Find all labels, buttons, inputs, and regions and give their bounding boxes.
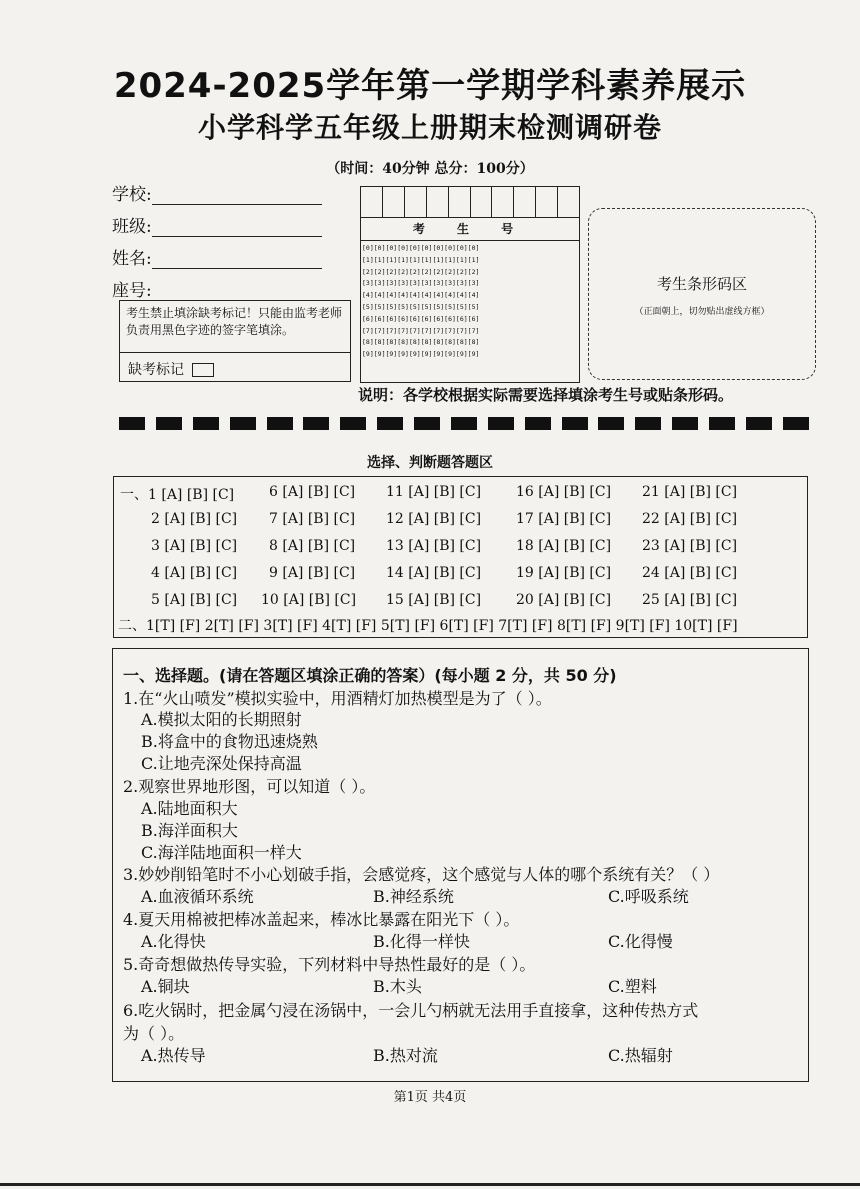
bubble-row: [4][4][4][4][4][4][4][4][4][4]	[362, 291, 480, 300]
choice-item[interactable]: 5 [A] [B] [C]	[151, 592, 238, 608]
class-label: 班级:	[112, 217, 152, 237]
question-6-option-b: B.热对流	[373, 1046, 438, 1065]
question-6-option-a: A.热传导	[141, 1046, 206, 1065]
question-1: 1.在“火山喷发”模拟实验中，用酒精灯加热模型是为了（ ）。	[123, 689, 552, 708]
time-info: （时间：40分钟 总分：100分）	[326, 161, 534, 177]
exam-number-grid	[360, 186, 580, 382]
question-6-option-c: C.热辐射	[608, 1046, 673, 1065]
choice-item[interactable]: 一、1 [A] [B] [C]	[120, 487, 235, 503]
bubble-row: [7][7][7][7][7][7][7][7][7][7]	[362, 326, 480, 335]
choice-item[interactable]: 17 [A] [B] [C]	[516, 511, 612, 527]
school-field[interactable]	[112, 180, 322, 205]
choice-item[interactable]: 2 [A] [B] [C]	[151, 511, 238, 527]
class-field[interactable]	[112, 212, 322, 237]
question-2-option-b: B.海洋面积大	[141, 821, 238, 840]
exam-number-label: 考 生 号	[360, 217, 580, 240]
question-4-option-b: B.化得一样快	[373, 932, 470, 951]
true-false-row[interactable]: 二、1[T] [F] 2[T] [F] 3[T] [F] 4[T] [F] 5[T] [F] 6[T] [F] 7[T] [F] 8[T] [F] 9[T] [F] 10[T] [F]	[118, 618, 738, 634]
question-4-option-a: A.化得快	[141, 932, 206, 951]
question-3-option-b: B.神经系统	[373, 887, 454, 906]
question-5-option-a: A.铜块	[141, 977, 190, 996]
question-5-option-b: B.木头	[373, 977, 422, 996]
answer-area-title: 选择、判断题答题区	[367, 455, 493, 471]
absent-label: 缺考标记	[128, 362, 184, 378]
choice-item[interactable]: 24 [A] [B] [C]	[642, 565, 738, 581]
question-4-option-c: C.化得慢	[608, 932, 673, 951]
choice-item[interactable]: 12 [A] [B] [C]	[386, 511, 482, 527]
question-2-option-a: A.陆地面积大	[141, 799, 238, 818]
section1-heading: 一、选择题。(请在答题区填涂正确的答案）(每小题 2 分，共 50 分)	[123, 666, 617, 685]
exam-title-line1: 2024-2025学年第一学期学科素养展示	[113, 66, 747, 106]
question-6: 6.吃火锅时，把金属勺浸在汤锅中，一会儿勺柄就无法用手直接拿，这种传热方式	[123, 1001, 699, 1020]
choice-item[interactable]: 22 [A] [B] [C]	[642, 511, 738, 527]
bubble-row: [5][5][5][5][5][5][5][5][5][5]	[362, 302, 480, 311]
question-1-option-c: C.让地壳深处保持高温	[141, 754, 302, 773]
absence-notice: 考生禁止填涂缺考标记！只能由监考老师负责用黑色字迹的签字笔填涂。	[119, 300, 351, 352]
choice-item[interactable]: 14 [A] [B] [C]	[386, 565, 482, 581]
choice-item[interactable]: 9 [A] [B] [C]	[269, 565, 356, 581]
choice-row	[114, 592, 807, 612]
choice-item[interactable]: 11 [A] [B] [C]	[386, 484, 482, 500]
question-5-option-c: C.塑料	[608, 977, 657, 996]
choice-item[interactable]: 7 [A] [B] [C]	[269, 511, 356, 527]
question-6-cont: 为（ ）。	[123, 1024, 185, 1043]
seat-field[interactable]	[112, 276, 322, 301]
exam-number-bubbles[interactable]	[360, 240, 580, 383]
answer-sheet	[113, 476, 808, 638]
choice-item[interactable]: 6 [A] [B] [C]	[269, 484, 356, 500]
question-1-option-a: A.模拟太阳的长期照射	[141, 710, 302, 729]
absent-mark-box	[119, 352, 351, 382]
question-3: 3.妙妙削铅笔时不小心划破手指，会感觉疼，这个感觉与人体的哪个系统有关？（ ）	[123, 865, 720, 884]
name-label: 姓名:	[112, 249, 152, 269]
bubble-row: [3][3][3][3][3][3][3][3][3][3]	[362, 279, 480, 288]
barcode-title: 考生条形码区	[656, 275, 747, 293]
choice-row	[114, 565, 807, 585]
choice-item[interactable]: 23 [A] [B] [C]	[642, 538, 738, 554]
choice-row	[114, 511, 807, 531]
exam-number-cells[interactable]	[360, 186, 580, 217]
choice-item[interactable]: 19 [A] [B] [C]	[516, 565, 612, 581]
bubble-row: [9][9][9][9][9][9][9][9][9][9]	[362, 350, 480, 359]
question-3-option-c: C.呼吸系统	[608, 887, 689, 906]
question-3-option-a: A.血液循环系统	[141, 887, 254, 906]
choice-item[interactable]: 10 [A] [B] [C]	[261, 592, 357, 608]
absent-checkbox[interactable]	[192, 363, 214, 377]
choice-row	[114, 538, 807, 558]
alignment-marks	[119, 417, 809, 433]
exam-title-line2: 小学科学五年级上册期末检测调研卷	[197, 111, 662, 144]
explain-note: 说明：各学校根据实际需要选择填涂考生号或贴条形码。	[358, 386, 734, 404]
question-4: 4.夏天用棉被把棒冰盖起来，棒冰比暴露在阳光下（ ）。	[123, 910, 520, 929]
choice-item[interactable]: 20 [A] [B] [C]	[516, 592, 612, 608]
scan-edge	[0, 1183, 860, 1186]
school-label: 学校:	[112, 185, 152, 205]
question-1-option-b: B.将盒中的食物迅速烧熟	[141, 732, 318, 751]
name-field[interactable]	[112, 244, 322, 269]
bubble-row: [0][0][0][0][0][0][0][0][0][0]	[362, 244, 480, 252]
barcode-subtitle: （正面朝上，切勿贴出虚线方框）	[634, 307, 770, 317]
bubble-row: [6][6][6][6][6][6][6][6][6][6]	[362, 314, 480, 323]
bubble-row: [1][1][1][1][1][1][1][1][1][1]	[362, 255, 480, 264]
barcode-area[interactable]	[588, 208, 816, 380]
choice-item[interactable]: 3 [A] [B] [C]	[151, 538, 238, 554]
seat-label: 座号:	[112, 281, 152, 301]
choice-item[interactable]: 18 [A] [B] [C]	[516, 538, 612, 554]
question-2-option-c: C.海洋陆地面积一样大	[141, 843, 302, 862]
page-footer: 第1页 共4页	[393, 1090, 467, 1105]
choice-item[interactable]: 8 [A] [B] [C]	[269, 538, 356, 554]
question-section	[112, 648, 809, 1082]
bubble-row: [2][2][2][2][2][2][2][2][2][2]	[362, 267, 480, 276]
choice-row	[114, 484, 807, 504]
choice-item[interactable]: 16 [A] [B] [C]	[516, 484, 612, 500]
question-2: 2.观察世界地形图，可以知道（ ）。	[123, 777, 376, 796]
choice-item[interactable]: 15 [A] [B] [C]	[386, 592, 482, 608]
choice-item[interactable]: 13 [A] [B] [C]	[386, 538, 482, 554]
bubble-row: [8][8][8][8][8][8][8][8][8][8]	[362, 338, 480, 347]
question-5: 5.奇奇想做热传导实验，下列材料中导热性最好的是（ ）。	[123, 955, 536, 974]
choice-item[interactable]: 25 [A] [B] [C]	[642, 592, 738, 608]
choice-item[interactable]: 21 [A] [B] [C]	[642, 484, 738, 500]
choice-item[interactable]: 4 [A] [B] [C]	[151, 565, 238, 581]
